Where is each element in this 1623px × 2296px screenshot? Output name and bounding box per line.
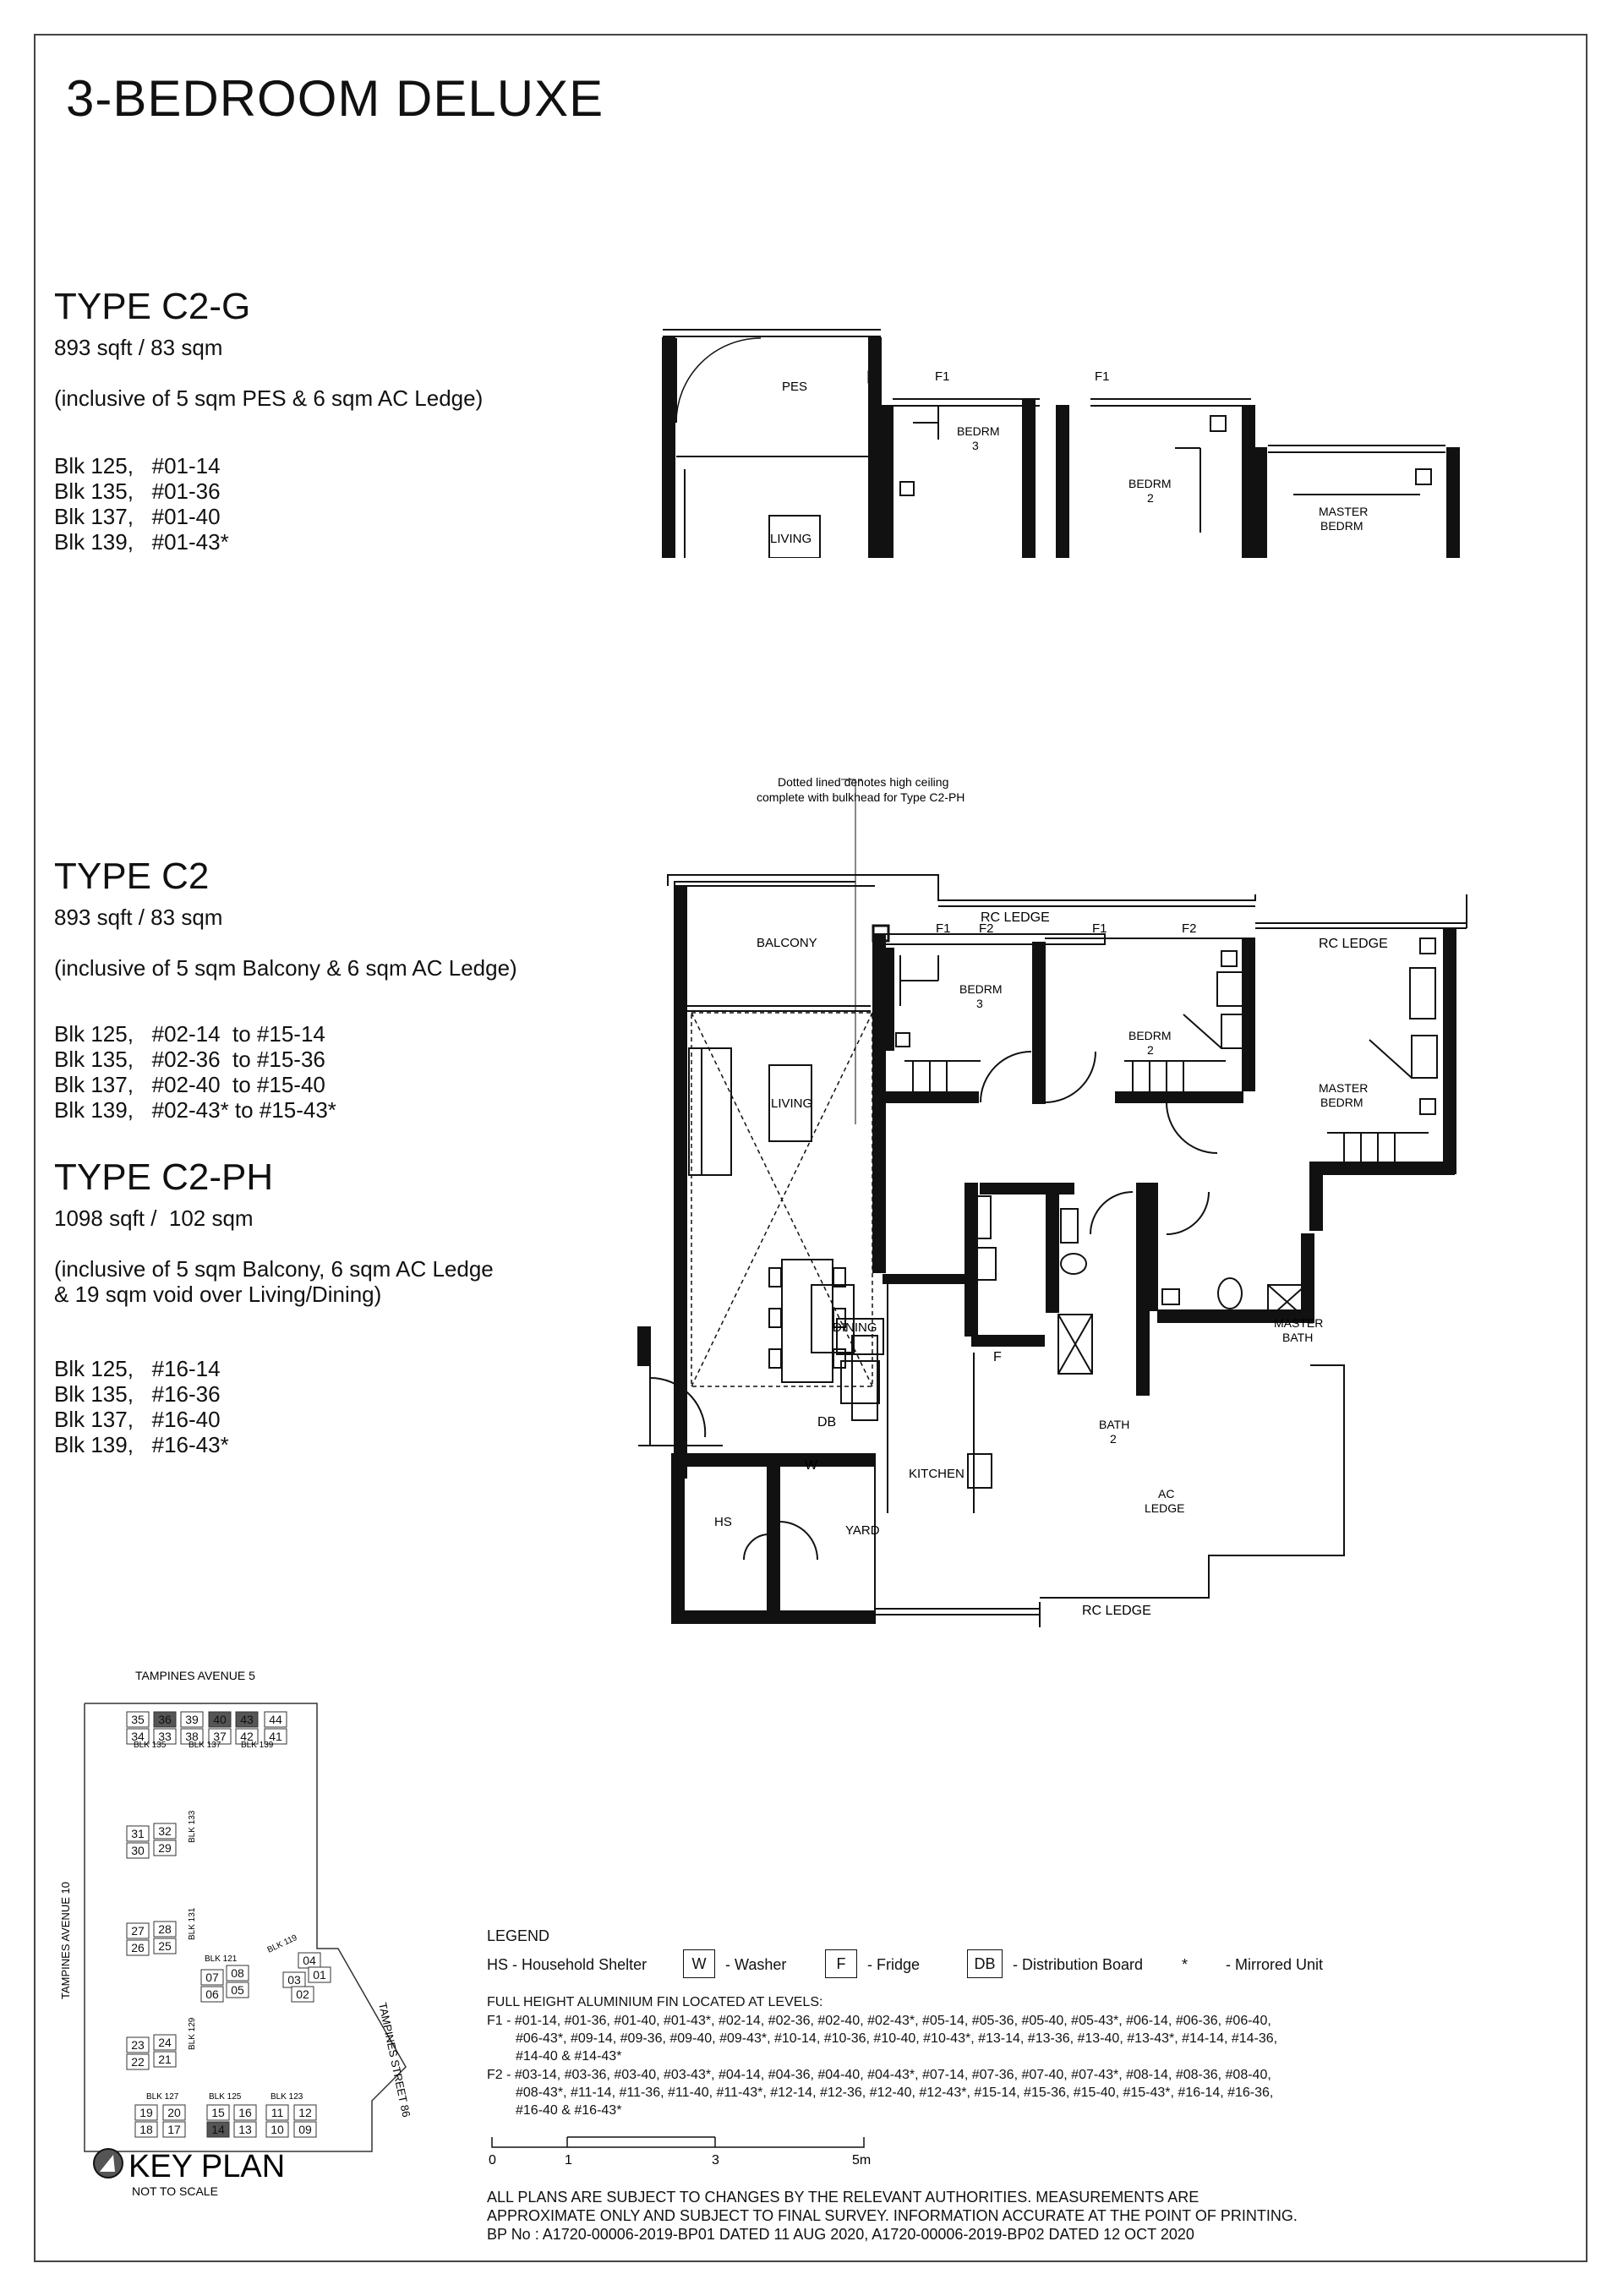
legend-w-box: W bbox=[683, 1949, 715, 1978]
fin-f2-line: #08-43*, #11-14, #11-36, #11-40, #11-43*, #12-14, #12-36, #12-40, #12-43*, #15-14, #15-36, #15-40, #15-43*, #16-14, #16-36, bbox=[516, 2086, 1274, 2100]
legend-hs: HS - Household Shelter bbox=[487, 1956, 648, 1973]
key-plan-block-label: BLK 121 bbox=[205, 1954, 238, 1964]
plan-bath-label: BATH bbox=[1099, 1418, 1130, 1431]
key-plan-unit-label: 34 bbox=[131, 1730, 145, 1743]
key-plan-block-label: BLK 129 bbox=[188, 2017, 197, 2050]
type-c2-area: 893 sqft / 83 sqm bbox=[54, 905, 223, 930]
block-line: Blk 137, #02-40 to #15-40 bbox=[54, 1072, 325, 1097]
legend-washer: - Washer bbox=[725, 1956, 787, 1973]
key-plan-unit-label: 24 bbox=[158, 2036, 172, 2049]
key-plan-unit-label: 25 bbox=[158, 1939, 172, 1953]
key-plan-unit-label: 44 bbox=[269, 1713, 282, 1726]
legend-mirrored: - Mirrored Unit bbox=[1226, 1956, 1324, 1973]
key-plan-unit-label: 05 bbox=[231, 1983, 244, 1997]
legend-db-box: DB bbox=[967, 1949, 1003, 1978]
plan-balcony-label: BALCONY bbox=[757, 936, 817, 950]
legend-fridge: - Fridge bbox=[867, 1956, 921, 1973]
key-plan-unit-label: 08 bbox=[231, 1966, 244, 1980]
fin-f1 bbox=[487, 2012, 1277, 2065]
scale-tick: 5m bbox=[852, 2153, 872, 2168]
plan-living-label: LIVING bbox=[771, 1096, 813, 1111]
scale-tick: 0 bbox=[489, 2153, 496, 2168]
key-plan-road-left: TAMPINES AVENUE 10 bbox=[59, 1882, 72, 1999]
key-plan-block-label: BLK 119 bbox=[265, 1932, 299, 1955]
plan-note-line2: complete with bulkhead for Type C2-PH bbox=[757, 790, 965, 804]
plan-ac-label2: LEDGE bbox=[1145, 1501, 1185, 1515]
disclaimer bbox=[487, 2188, 1298, 2244]
key-plan-unit-label: 15 bbox=[211, 2106, 225, 2119]
key-plan-unit-label: 14 bbox=[211, 2123, 225, 2136]
legend-star: * bbox=[1182, 1956, 1189, 1973]
key-plan-unit-label: 33 bbox=[158, 1730, 172, 1743]
plan-g-living-label: LIVING bbox=[770, 532, 812, 546]
plan-master-label: MASTER bbox=[1319, 1081, 1369, 1095]
key-plan-unit-label: 21 bbox=[158, 2053, 172, 2066]
plan-f2-label: F2 bbox=[979, 921, 994, 936]
key-plan-unit-label: 01 bbox=[313, 1968, 326, 1982]
disclaimer-line: ALL PLANS ARE SUBJECT TO CHANGES BY THE RELEVANT AUTHORITIES. MEASUREMENTS ARE bbox=[487, 2189, 1199, 2206]
plan-f1-label: F1 bbox=[1092, 921, 1107, 936]
plan-rc-ledge-top: RC LEDGE bbox=[981, 910, 1050, 925]
block-line: Blk 135, #01-36 bbox=[54, 478, 221, 504]
key-plan-unit-label: 19 bbox=[139, 2106, 153, 2119]
disclaimer-line: BP No : A1720-00006-2019-BP01 DATED 11 AUG 2020, A1720-00006-2019-BP02 DATED 12 OCT 2020 bbox=[487, 2226, 1194, 2243]
type-c2-title: TYPE C2 bbox=[54, 856, 210, 897]
key-plan-unit-label: 23 bbox=[131, 2038, 145, 2052]
fin-f1-line: F1 - #01-14, #01-36, #01-40, #01-43*, #02-14, #02-36, #02-40, #02-43*, #05-14, #05-36, #05-40, #05-43*, #06-14, #06-36, #06-40, bbox=[487, 2014, 1271, 2028]
key-plan bbox=[59, 1661, 414, 2211]
block-line: Blk 125, #16-14 bbox=[54, 1356, 221, 1381]
page-title: 3-BEDROOM DELUXE bbox=[66, 70, 604, 127]
key-plan-title: KEY PLAN bbox=[128, 2149, 286, 2184]
plan-rc-ledge-right: RC LEDGE bbox=[1319, 937, 1388, 951]
key-plan-block-label: BLK 139 bbox=[241, 1741, 274, 1750]
scale-tick: 1 bbox=[565, 2153, 572, 2168]
type-c2g-blocks bbox=[54, 453, 229, 555]
fin-f2 bbox=[487, 2066, 1273, 2119]
type-c2ph-note: (inclusive of 5 sqm Balcony, 6 sqm AC Ledge & 19 sqm void over Living/Dining) bbox=[54, 1256, 494, 1307]
key-plan-block-label: BLK 133 bbox=[188, 1810, 197, 1843]
key-plan-unit-label: 27 bbox=[131, 1924, 145, 1938]
type-c2ph-blocks bbox=[54, 1356, 229, 1457]
scale-tick: 3 bbox=[712, 2153, 719, 2168]
type-c2g-note: (inclusive of 5 sqm PES & 6 sqm AC Ledge) bbox=[54, 385, 484, 411]
fin-f1-line: #14-40 & #14-43* bbox=[516, 2049, 622, 2064]
key-plan-unit-label: 11 bbox=[270, 2106, 284, 2119]
scale-bar bbox=[487, 2129, 884, 2179]
plan-g-bedrm3-label: BEDRM bbox=[957, 424, 1000, 438]
key-plan-unit-label: 42 bbox=[240, 1730, 254, 1743]
key-plan-unit-label: 28 bbox=[158, 1922, 172, 1936]
plan-note-line1: Dotted lined denotes high ceiling bbox=[778, 775, 949, 789]
key-plan-units bbox=[127, 1712, 331, 2137]
key-plan-block-label: BLK 127 bbox=[146, 2092, 179, 2102]
key-plan-unit-label: 03 bbox=[287, 1973, 301, 1987]
key-plan-unit-label: 43 bbox=[240, 1713, 254, 1726]
key-plan-unit-label: 29 bbox=[158, 1841, 172, 1855]
plan-ac-label: AC bbox=[1158, 1487, 1175, 1501]
key-plan-unit-label: 36 bbox=[158, 1713, 172, 1726]
key-plan-unit-label: 17 bbox=[167, 2123, 181, 2136]
fin-heading: FULL HEIGHT ALUMINIUM FIN LOCATED AT LEVELS: bbox=[487, 1995, 823, 2009]
key-plan-unit-label: 18 bbox=[139, 2123, 153, 2136]
block-line: Blk 137, #01-40 bbox=[54, 504, 221, 529]
plan-hs-label: HS bbox=[714, 1515, 732, 1529]
block-line: Blk 135, #16-36 bbox=[54, 1381, 221, 1407]
legend-heading: LEGEND bbox=[487, 1927, 550, 1944]
key-plan-unit-label: 02 bbox=[296, 1987, 309, 2001]
key-plan-unit-label: 31 bbox=[131, 1827, 145, 1840]
plan-bath-num: 2 bbox=[1110, 1432, 1117, 1446]
key-plan-unit-label: 10 bbox=[270, 2123, 284, 2136]
plan-rc-ledge-bottom: RC LEDGE bbox=[1082, 1604, 1151, 1618]
plan-bedrm2-num: 2 bbox=[1147, 1043, 1154, 1057]
key-plan-unit-label: 06 bbox=[205, 1987, 219, 2001]
type-c2ph-area: 1098 sqft / 102 sqm bbox=[54, 1205, 254, 1231]
key-plan-block-label: BLK 137 bbox=[189, 1741, 221, 1750]
key-plan-unit-label: 04 bbox=[303, 1954, 316, 1967]
legend-f-box: F bbox=[825, 1949, 857, 1978]
plan-yard-label: YARD bbox=[845, 1523, 880, 1538]
key-plan-unit-label: 20 bbox=[167, 2106, 181, 2119]
plan-f2-label: F2 bbox=[1182, 921, 1197, 936]
block-line: Blk 139, #02-43* to #15-43* bbox=[54, 1097, 336, 1123]
key-plan-unit-label: 26 bbox=[131, 1941, 145, 1954]
type-c2-note: (inclusive of 5 sqm Balcony & 6 sqm AC Ledge) bbox=[54, 955, 517, 981]
plan-master-bath-label2: BATH bbox=[1282, 1331, 1314, 1344]
block-line: Blk 139, #16-43* bbox=[54, 1432, 229, 1457]
floor-plan-c2 bbox=[583, 761, 1555, 1640]
key-plan-block-label: BLK 135 bbox=[134, 1741, 167, 1750]
key-plan-subtitle: NOT TO SCALE bbox=[132, 2184, 218, 2198]
plan-f-label: F bbox=[993, 1350, 1002, 1364]
key-plan-road-top: TAMPINES AVENUE 5 bbox=[135, 1669, 255, 1682]
plan-bedrm2-label: BEDRM bbox=[1128, 1029, 1172, 1042]
floor-plan-c2g bbox=[659, 321, 1471, 558]
plan-w-label: W bbox=[805, 1458, 818, 1473]
type-c2-blocks bbox=[54, 1021, 336, 1123]
plan-bedrm3-label: BEDRM bbox=[959, 982, 1003, 996]
fin-f2-line: #16-40 & #16-43* bbox=[516, 2103, 622, 2118]
type-c2g-title: TYPE C2-G bbox=[54, 286, 251, 327]
plan-bedrm3-num: 3 bbox=[976, 997, 983, 1010]
disclaimer-line: APPROXIMATE ONLY AND SUBJECT TO FINAL SURVEY. INFORMATION ACCURATE AT THE POINT OF PRINTING. bbox=[487, 2207, 1298, 2224]
type-c2ph-title: TYPE C2-PH bbox=[54, 1156, 274, 1198]
key-plan-unit-label: 39 bbox=[185, 1713, 199, 1726]
key-plan-unit-label: 13 bbox=[238, 2123, 252, 2136]
key-plan-road-right: TAMPINES STREET 86 bbox=[376, 2001, 413, 2118]
key-plan-unit-label: 22 bbox=[131, 2055, 145, 2069]
fin-f2-line: F2 - #03-14, #03-36, #03-40, #03-43*, #04-14, #04-36, #04-40, #04-43*, #07-14, #07-36, #07-40, #07-43*, #08-14, #08-36, #08-40, bbox=[487, 2068, 1271, 2082]
plan-g-bedrm2-num: 2 bbox=[1147, 491, 1154, 505]
legend-distribution-board: - Distribution Board bbox=[1013, 1956, 1144, 1973]
key-plan-unit-label: 09 bbox=[298, 2123, 312, 2136]
block-line: Blk 125, #02-14 to #15-14 bbox=[54, 1021, 325, 1047]
plan-g-master-label2: BEDRM bbox=[1320, 519, 1363, 533]
key-plan-unit-label: 41 bbox=[269, 1730, 282, 1743]
plan-master-bath-label: MASTER bbox=[1274, 1316, 1324, 1330]
plan-g-pes-label: PES bbox=[782, 380, 808, 394]
key-plan-block-label: BLK 125 bbox=[209, 2092, 242, 2102]
block-line: Blk 137, #16-40 bbox=[54, 1407, 221, 1432]
key-plan-unit-label: 16 bbox=[238, 2106, 252, 2119]
key-plan-unit-label: 30 bbox=[131, 1844, 145, 1857]
plan-g-bedrm3-num: 3 bbox=[972, 439, 979, 452]
plan-g-master-label: MASTER bbox=[1319, 505, 1369, 518]
key-plan-block-label: BLK 123 bbox=[270, 2092, 303, 2102]
key-plan-unit-label: 12 bbox=[298, 2106, 312, 2119]
key-plan-unit-label: 40 bbox=[213, 1713, 227, 1726]
type-c2g-area: 893 sqft / 83 sqm bbox=[54, 335, 223, 360]
fin-f1-line: #06-43*, #09-14, #09-36, #09-40, #09-43*, #10-14, #10-36, #10-40, #10-43*, #13-14, #13-36, #13-40, #13-43*, #14-14, #14-36, bbox=[516, 2031, 1278, 2046]
block-line: Blk 139, #01-43* bbox=[54, 529, 229, 555]
plan-g-bedrm2-label: BEDRM bbox=[1128, 477, 1172, 490]
key-plan-unit-label: 35 bbox=[131, 1713, 145, 1726]
plan-g-f1-label: F1 bbox=[1095, 369, 1110, 384]
plan-dining-label: DINING bbox=[833, 1320, 877, 1335]
plan-g-f1-label: F1 bbox=[935, 369, 950, 384]
block-line: Blk 125, #01-14 bbox=[54, 453, 221, 478]
key-plan-unit-label: 32 bbox=[158, 1824, 172, 1838]
key-plan-unit-label: 37 bbox=[213, 1730, 227, 1743]
plan-master-label2: BEDRM bbox=[1320, 1096, 1363, 1109]
plan-f1-label: F1 bbox=[936, 921, 951, 936]
key-plan-block-label: BLK 131 bbox=[188, 1907, 197, 1940]
plan-db-label: DB bbox=[817, 1415, 837, 1430]
plan-kitchen-label: KITCHEN bbox=[909, 1467, 965, 1481]
key-plan-unit-label: 07 bbox=[205, 1971, 219, 1984]
block-line: Blk 135, #02-36 to #15-36 bbox=[54, 1047, 325, 1072]
key-plan-unit-label: 38 bbox=[185, 1730, 199, 1743]
